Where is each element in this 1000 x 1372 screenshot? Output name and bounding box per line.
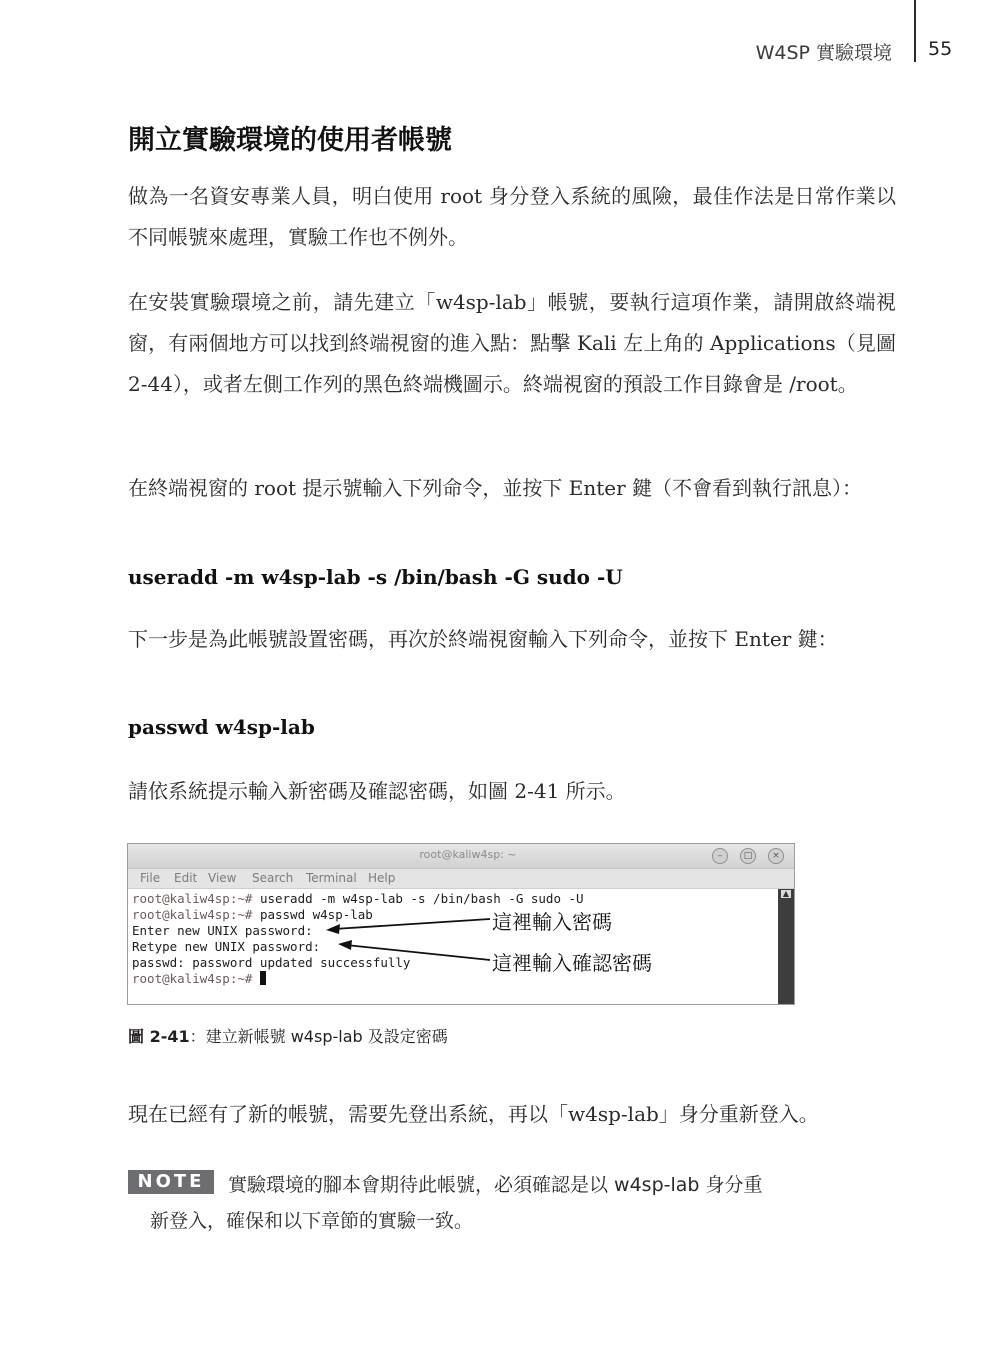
figure-caption-text: ：建立新帳號 w4sp-lab 及設定密碼 xyxy=(189,1027,448,1046)
paragraph-enter-command: 在終端視窗的 root 提示號輸入下列命令，並按下 Enter 鍵（不會看到執行訊息）： xyxy=(128,476,863,500)
menu-view: View xyxy=(208,871,237,885)
paragraph-set-password: 下一步是為此帳號設置密碼，再次於終端視窗輸入下列命令，並按下 Enter 鍵： xyxy=(128,627,838,651)
menu-terminal: Terminal xyxy=(306,871,357,885)
note-text-line1: 實驗環境的腳本會期待此帳號，必須確認是以 w4sp-lab 身分重 xyxy=(228,1174,763,1196)
command-passwd: passwd w4sp-lab xyxy=(128,715,315,739)
arrow-to-password xyxy=(334,919,490,929)
menu-file: File xyxy=(140,871,161,885)
arrow-head-icon xyxy=(326,924,340,934)
paragraph-prompt-password: 請依系統提示輸入新密碼及確認密碼，如圖 2-41 所示。 xyxy=(128,779,626,803)
page-number: 55 xyxy=(928,38,953,60)
annotation-password: 這裡輸入密碼 xyxy=(492,910,612,934)
terminal-line: passwd: password updated successfully xyxy=(132,955,411,970)
terminal-window-title: root@kaliw4sp: ~ xyxy=(419,848,517,861)
terminal-line: root@kaliw4sp:~# passwd w4sp-lab xyxy=(132,907,373,922)
paragraph-relogin: 現在已經有了新的帳號，需要先登出系統，再以「w4sp-lab」身分重新登入。 xyxy=(128,1102,819,1126)
command-useradd: useradd -m w4sp-lab -s /bin/bash -G sudo -U xyxy=(128,565,623,589)
arrow-to-confirm xyxy=(346,945,490,960)
annotation-confirm-password: 這裡輸入確認密碼 xyxy=(492,951,652,975)
terminal-line: root@kaliw4sp:~# xyxy=(132,971,266,986)
terminal-line: root@kaliw4sp:~# useradd -m w4sp-lab -s /bin/bash -G sudo -U xyxy=(132,891,584,906)
note-badge: NOTE xyxy=(128,1170,214,1194)
paragraph-intro: 做為一名資安專業人員，明白使用 root 身分登入系統的風險，最佳作法是日常作業以不同帳號來處理，實驗工作也不例外。 xyxy=(128,184,896,249)
note-text-line2: 新登入，確保和以下章節的實驗一致。 xyxy=(150,1210,474,1232)
figure-number: 圖 2-41 xyxy=(128,1027,190,1046)
minimize-icon: – xyxy=(712,848,728,864)
terminal-line: Retype new UNIX password: xyxy=(132,939,321,954)
maximize-icon: □ xyxy=(740,848,756,864)
menu-edit: Edit xyxy=(174,871,198,885)
scroll-up-arrow-icon: ▲ xyxy=(782,889,790,898)
paragraph-create-account: 在安裝實驗環境之前，請先建立「w4sp-lab」帳號，要執行這項作業，請開啟終端視窗，有兩個地方可以找到終端視窗的進入點：點擊 Kali 左上角的 Applications（見圖 2-44），或者左側工作列的黑色終端機圖示。終端視窗的預設工作目錄會是 /root。 xyxy=(128,290,896,396)
menu-help: Help xyxy=(368,871,396,885)
section-heading: 開立實驗環境的使用者帳號 xyxy=(128,125,452,156)
arrow-head-icon xyxy=(338,940,352,950)
menu-search: Search xyxy=(252,871,294,885)
terminal-line: Enter new UNIX password: xyxy=(132,923,313,938)
running-header-title: W4SP 實驗環境 xyxy=(755,42,892,64)
figure-caption xyxy=(128,1024,448,1047)
close-icon: × xyxy=(768,848,784,864)
